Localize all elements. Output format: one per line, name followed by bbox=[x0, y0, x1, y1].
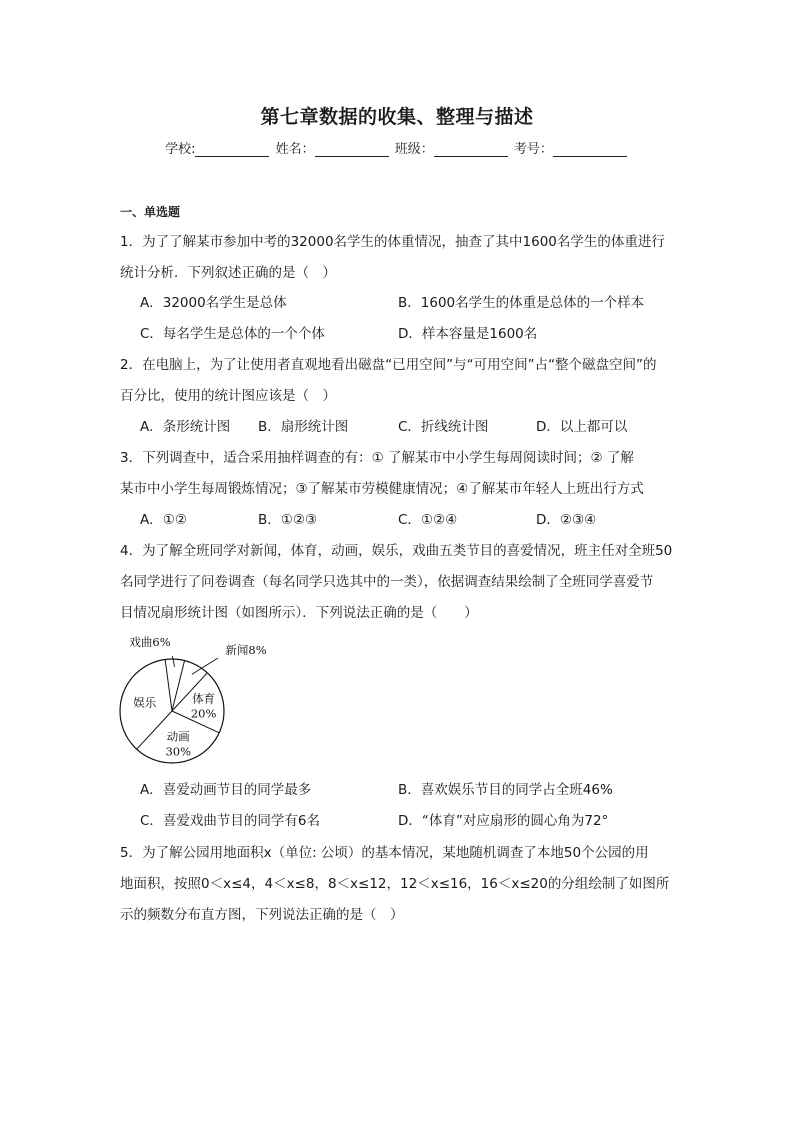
q3-line1: 3．下列调查中，适合采用抽样调查的有：① 了解某市中小学生每周阅读时间；② 了解 bbox=[120, 450, 634, 466]
class-label: 班级： bbox=[394, 142, 434, 157]
school-label: 学校: bbox=[165, 142, 196, 157]
q3-option-c[interactable]: C．①②④ bbox=[398, 512, 458, 528]
q1-option-b[interactable]: B．1600名学生的体重是总体的一个样本 bbox=[398, 295, 645, 311]
student-info-row bbox=[0, 138, 794, 157]
name-label: 姓名： bbox=[275, 142, 315, 157]
q5-line2: 地面积，按照0＜x≤4，4＜x≤8，8＜x≤12，12＜x≤16，16＜x≤20的分组绘制了如图所 bbox=[120, 876, 670, 892]
q3-line2: 某市中小学生每周锻炼情况；③了解某市劳模健康情况；④了解某市年轻人上班出行方式 bbox=[120, 481, 644, 497]
q1-option-d[interactable]: D．样本容量是1600名 bbox=[398, 326, 538, 342]
q2-line1: 2．在电脑上，为了让使用者直观地看出磁盘“已用空间”与“可用空间”占“整个磁盘空间”的 bbox=[120, 357, 657, 373]
q2-line2: 百分比，使用的统计图应该是（ ） bbox=[120, 388, 336, 404]
q5-line1: 5．为了解公园用地面积x（单位: 公顷）的基本情况，某地随机调查了本地50个公园的用 bbox=[120, 845, 649, 861]
q2-option-b[interactable]: B．扇形统计图 bbox=[258, 419, 349, 435]
number-label: 考号： bbox=[513, 142, 553, 157]
school-blank[interactable] bbox=[195, 142, 269, 157]
q4-line2: 名同学进行了问卷调查（每名同学只选其中的一类），依据调查结果绘制了全班同学喜爱节 bbox=[120, 574, 654, 590]
q4-line1: 4．为了解全班同学对新闻，体育，动画，娱乐，戏曲五类节目的喜爱情况，班主任对全班50 bbox=[120, 543, 673, 559]
q4-option-c[interactable]: C．喜爱戏曲节目的同学有6名 bbox=[140, 813, 321, 829]
q1-line1: 1．为了了解某市参加中考的32000名学生的体重情况，抽查了其中1600名学生的体重进行 bbox=[120, 234, 665, 250]
pie-label-tiyu: 体育 bbox=[192, 691, 216, 706]
q4-line3: 目情况扇形统计图（如图所示）．下列说法正确的是（ ） bbox=[120, 605, 478, 621]
number-blank[interactable] bbox=[553, 142, 627, 157]
q3-option-d[interactable]: D．②③④ bbox=[536, 512, 597, 528]
pie-label-pct-tiyu: 20% bbox=[190, 706, 217, 721]
pie-label-donghua: 动画 bbox=[166, 729, 190, 744]
class-blank[interactable] bbox=[434, 142, 508, 157]
q4-option-a[interactable]: A．喜爱动画节目的同学最多 bbox=[140, 782, 312, 798]
q2-option-a[interactable]: A．条形统计图 bbox=[140, 419, 231, 435]
pie-label-xinwen: 新闻8% bbox=[225, 643, 267, 657]
pie-label-yule: 娱乐 bbox=[133, 695, 157, 710]
q1-option-c[interactable]: C．每名学生是总体的一个个体 bbox=[140, 326, 325, 342]
q2-option-d[interactable]: D．以上都可以 bbox=[536, 419, 628, 435]
pie-chart bbox=[110, 628, 285, 778]
q3-option-b[interactable]: B．①②③ bbox=[258, 512, 318, 528]
q1-line2: 统计分析．下列叙述正确的是（ ） bbox=[120, 265, 336, 281]
q3-option-a[interactable]: A．①② bbox=[140, 512, 187, 528]
q4-option-b[interactable]: B．喜欢娱乐节目的同学占全班46% bbox=[398, 782, 613, 798]
q5-line3: 示的频数分布直方图，下列说法正确的是（ ） bbox=[120, 907, 404, 923]
q4-option-d[interactable]: D．“体育”对应扇形的圆心角为72° bbox=[398, 813, 609, 829]
section-title: 一、单选题 bbox=[120, 205, 181, 219]
name-blank[interactable] bbox=[315, 142, 389, 157]
pie-label-xiqu: 戏曲6% bbox=[129, 635, 171, 649]
q1-option-a[interactable]: A．32000名学生是总体 bbox=[140, 295, 287, 311]
pie-label-pct-donghua: 30% bbox=[165, 744, 192, 759]
q2-option-c[interactable]: C．折线统计图 bbox=[398, 419, 489, 435]
page-title: 第七章数据的收集、整理与描述 bbox=[260, 106, 534, 128]
